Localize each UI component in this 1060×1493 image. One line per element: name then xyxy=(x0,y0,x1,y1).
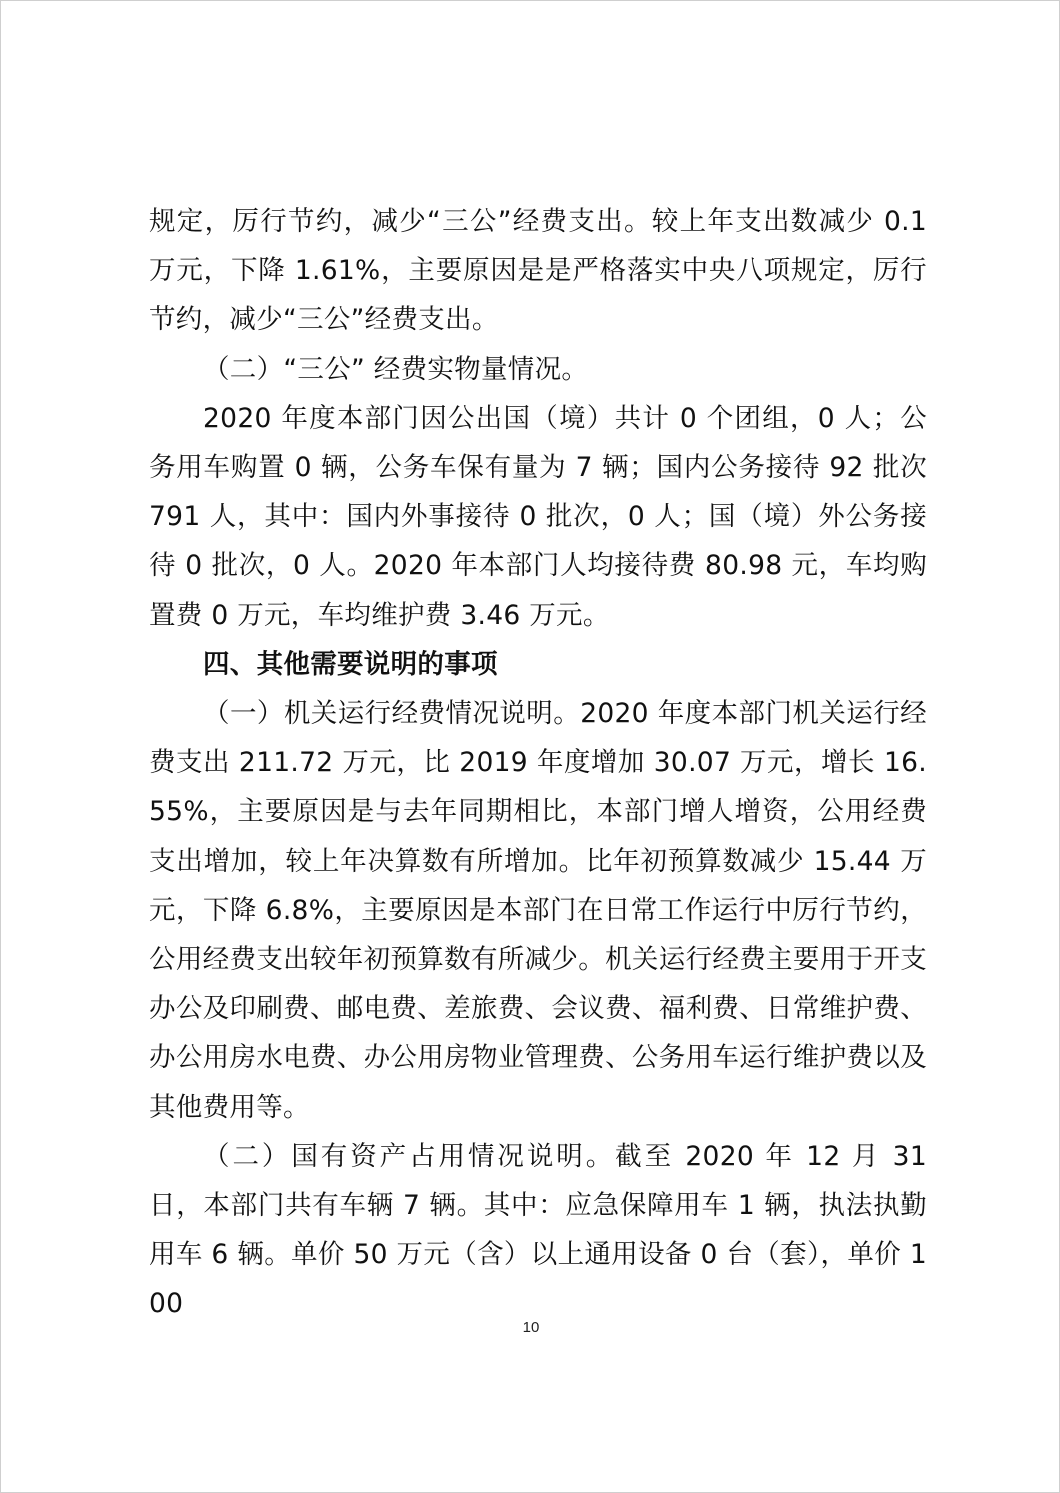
page-body xyxy=(149,197,927,1329)
paragraph-three-public-expenses-continued: 规定，厉行节约，减少“三公”经费支出。较上年支出数减少 0.1 万元，下降 1.61%，主要原因是是严格落实中央八项规定，厉行节约，减少“三公”经费支出。 xyxy=(149,206,927,336)
paragraph-state-assets: （二）国有资产占用情况说明。截至 2020 年 12 月 31 日，本部门共有车辆 7 辆。其中：应急保障用车 1 辆，执法执勤用车 6 辆。单价 50 万元（含）以上通用设备 0 台（套），单价 100 xyxy=(149,1140,927,1320)
paragraph-operating-expenses: （一）机关运行经费情况说明。2020 年度本部门机关运行经费支出 211.72 万元，比 2019 年度增加 30.07 万元，增长 16.55%，主要原因是与去年同期相比，本部门增人增资，公用经费支出增加，较上年决算数有所增加。比年初预算数减少 15.44 万元，下降 6.8%，主要原因是本部门在日常工作运行中厉行节约，公用经费支出较年初预算数有所减少。机关运行经费主要用于开支办公及印刷费、邮电费、差旅费、会议费、福利费、日常维护费、办公用房水电费、办公用房物业管理费、公务用车运行维护费以及其他费用等。 xyxy=(149,698,927,1123)
section-heading-other-matters: 四、其他需要说明的事项 xyxy=(203,648,498,680)
subheading-three-public-physical-quantity: （二）“三公” 经费实物量情况。 xyxy=(203,353,589,385)
paragraph-physical-quantity-details: 2020 年度本部门因公出国（境）共计 0 个团组，0 人；公务用车购置 0 辆，公务车保有量为 7 辆；国内公务接待 92 批次 791 人，其中：国内外事接待 0 批次，0 人；国（境）外公务接待 0 批次，0 人。2020 年本部门人均接待费 80.98 元，车均购置费 0 万元，车均维护费 3.46 万元。 xyxy=(149,402,927,631)
page-number: 10 xyxy=(522,1319,540,1336)
